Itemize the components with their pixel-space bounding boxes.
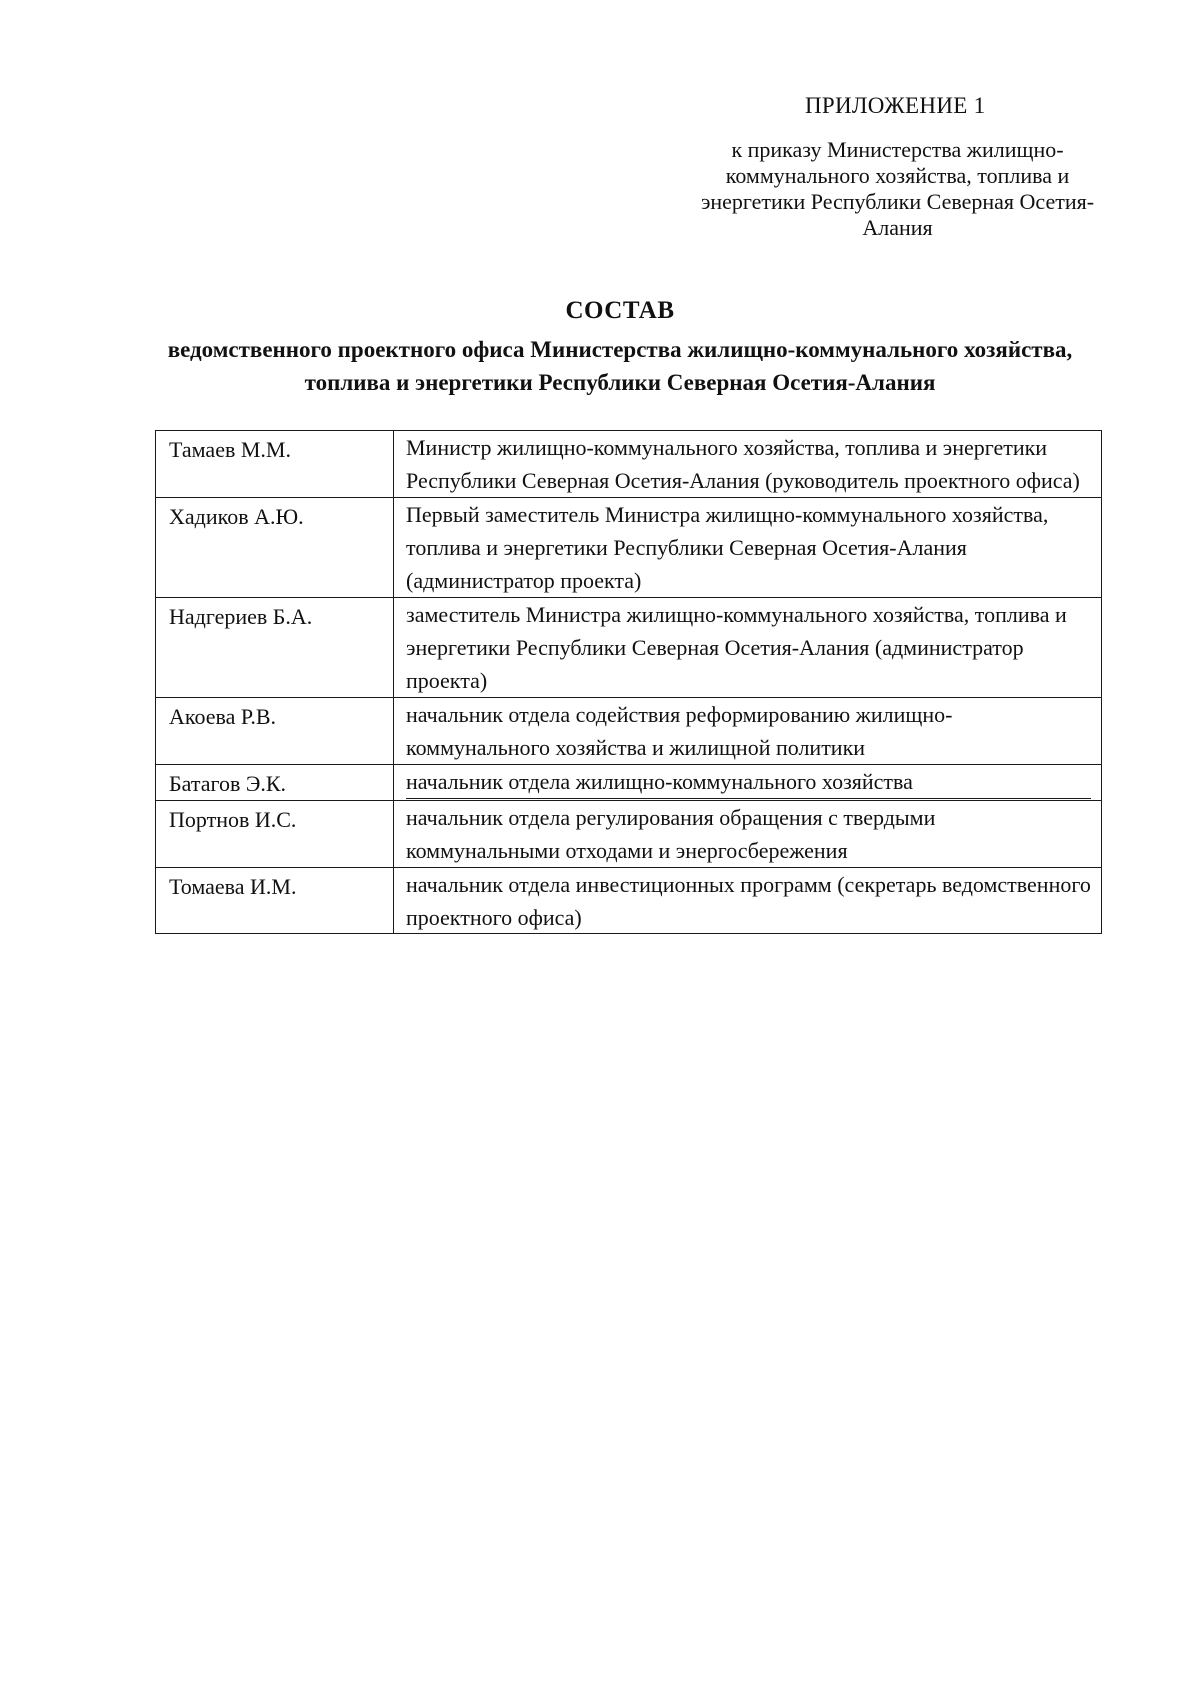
member-role-cell [394, 868, 1102, 934]
member-role: Первый заместитель Министра жилищно-коммунального хозяйства, топлива и энергетики Республики Северная Осетия-Алания (администратор проекта) [406, 498, 1091, 598]
appendix-reference: к приказу Министерства жилищно-коммунального хозяйства, топлива и энергетики Республики Северная Осетия-Алания [700, 137, 1095, 240]
appendix-label: ПРИЛОЖЕНИЕ 1 [805, 93, 986, 118]
member-name: Хадиков А.Ю. [156, 498, 394, 598]
document-subtitle: ведомственного проектного офиса Министерства жилищно-коммунального хозяйства, топлива и энергетики Республики Северная Осетия-Алания [167, 337, 1073, 395]
member-role-cell [394, 765, 1102, 801]
member-role-cell [394, 431, 1102, 498]
member-role: начальник отдела содействия реформированию жилищно-коммунального хозяйства и жилищной политики [406, 698, 1091, 765]
member-name: Портнов И.С. [156, 801, 394, 868]
member-name: Надгериев Б.А. [156, 598, 394, 698]
member-role: начальник отдела инвестиционных программ (секретарь ведомственного проектного офиса) [406, 872, 1091, 930]
table-row [156, 698, 1102, 765]
member-name: Томаева И.М. [156, 868, 394, 934]
member-name: Тамаев М.М. [156, 431, 394, 498]
member-role-cell [394, 801, 1102, 868]
member-role: заместитель Министра жилищно-коммунального хозяйства, топлива и энергетики Республики Северная Осетия-Алания (администратор проекта) [406, 598, 1091, 698]
table-row [156, 598, 1102, 698]
document-title: СОСТАВ [565, 297, 675, 324]
table-row [156, 868, 1102, 934]
member-name: Акоева Р.В. [156, 698, 394, 765]
table-row [156, 765, 1102, 801]
members-table [155, 430, 1102, 934]
table-row [156, 801, 1102, 868]
table-row [156, 431, 1102, 498]
member-role: начальник отдела жилищно-коммунального хозяйства [406, 765, 1091, 799]
member-role-cell [394, 698, 1102, 765]
member-role-cell [394, 498, 1102, 598]
member-role: Министр жилищно-коммунального хозяйства, топлива и энергетики Республики Северная Осетия-Алания (руководитель проектного офиса) [406, 431, 1091, 498]
member-role: начальник отдела регулирования обращения с твердыми коммунальными отходами и энергосбережения [406, 801, 1091, 868]
member-name: Батагов Э.К. [156, 765, 394, 801]
member-role-cell [394, 598, 1102, 698]
table-row [156, 498, 1102, 598]
